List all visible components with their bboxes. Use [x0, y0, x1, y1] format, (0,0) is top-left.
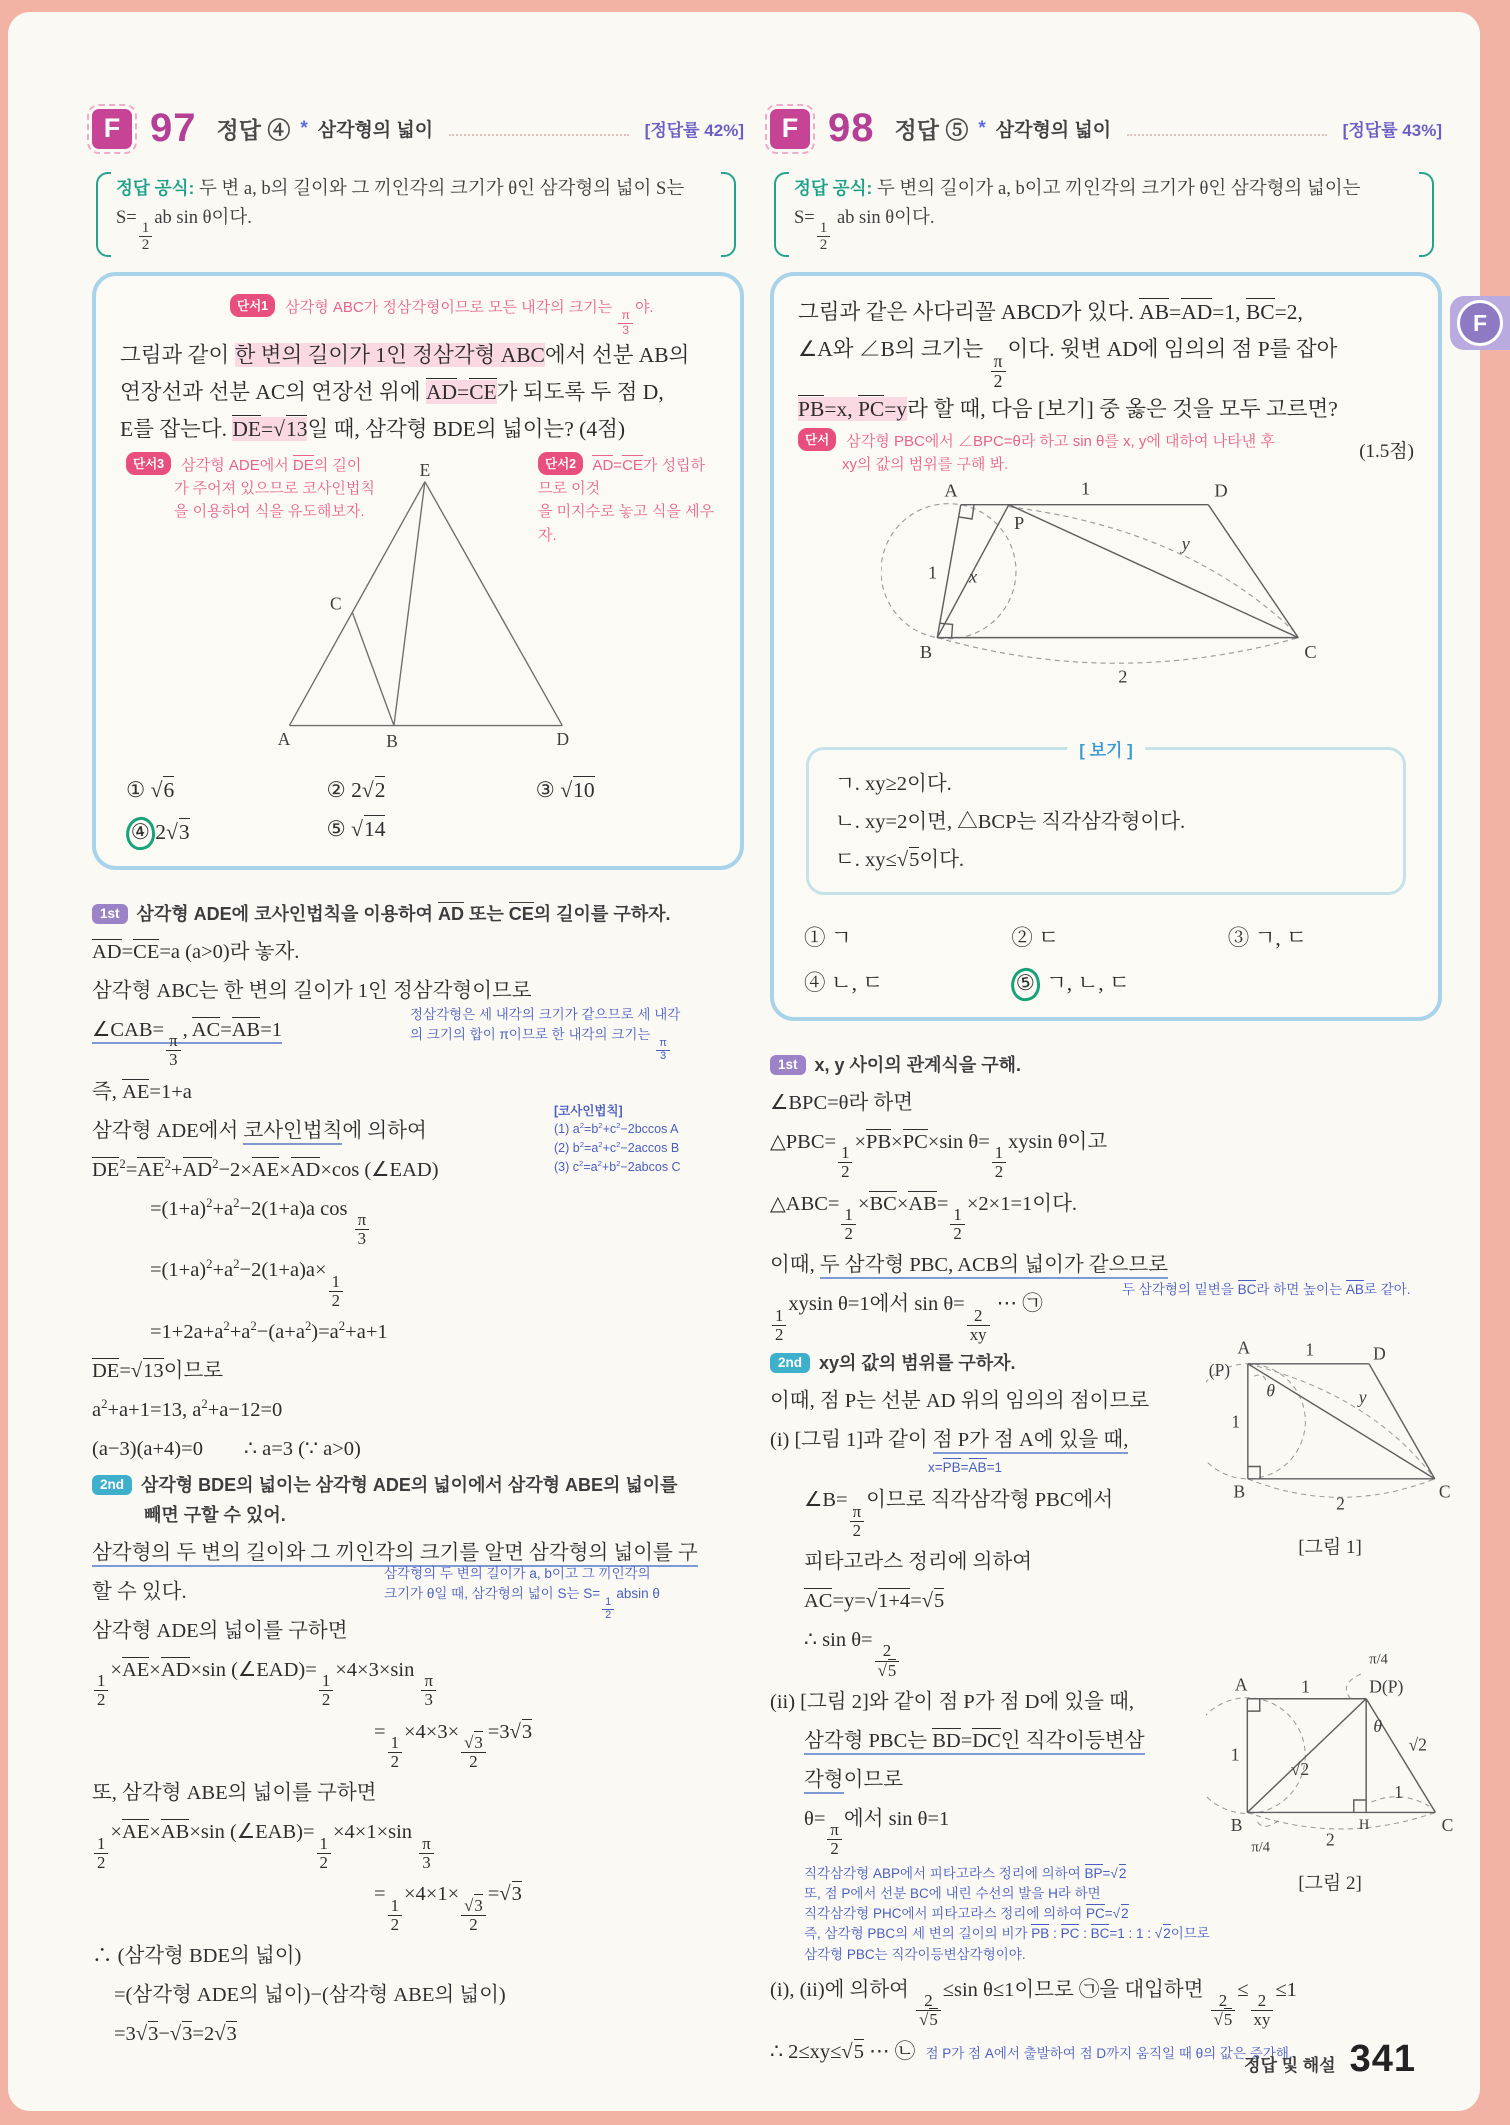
- vertex-label-D: D(P): [1369, 1676, 1404, 1697]
- f97-problem-box: [92, 272, 744, 870]
- text: 이므로: [843, 1768, 904, 1791]
- highlighted-text: PB=x, PC=y: [798, 396, 908, 421]
- angle-pi4-bottom: π/4: [1251, 1839, 1271, 1856]
- f98-solution: [770, 1051, 1454, 2069]
- text: 라 할 때, 다음 [보기] 중 옳은 것을 모두 고르면?: [907, 396, 1338, 421]
- text: 그림과 같이: [120, 342, 235, 367]
- f98-problem-line: [798, 391, 1414, 428]
- choice-1: [126, 778, 326, 803]
- vertex-label-D: D: [1214, 480, 1228, 501]
- vertex-label-B: B: [386, 730, 398, 751]
- annotation-x-equals: x=PB=AB=1: [928, 1460, 1002, 1476]
- annotation-line: 삼각형 PBC는 직각이등변삼각형이야.: [804, 1946, 1026, 1962]
- formula-label: 정답 공식:: [794, 178, 873, 198]
- f98-clue: [798, 428, 1414, 477]
- step-title: 삼각형 ADE에 코사인법칙을 이용하여 AD 또는 CE의 길이를 구하자.: [136, 903, 671, 924]
- annotation-line: 정삼각형은 세 내각의 크기가 같으므로 세 내각: [410, 1006, 681, 1022]
- solution-line: $=1+2a+a^2+a^2-(a+a^2)=a^2+a+1$: [150, 1319, 388, 1344]
- f97-clues-and-figure: [120, 450, 716, 768]
- f98-score: (1.5점): [1359, 440, 1414, 462]
- f97-topic: 삼각형의 넓이: [317, 120, 434, 141]
- formula-line2: S= $\frac{1}{2}$ ab sin θ이다.: [794, 207, 935, 254]
- solution-line: 삼각형 ADE의 넓이를 구하면: [92, 1619, 348, 1642]
- solution-line: △PBC= $\frac{1}{2}$ ×PB×PC×sin θ= $\frac{1}{2}$ xysin θ이고: [770, 1130, 1108, 1182]
- f98-problem-box: [770, 272, 1442, 1021]
- solution-line: DE=√13이므로: [92, 1360, 224, 1383]
- choice-number: ③: [535, 777, 555, 802]
- key-formula: 삼각형의 두 변의 길이와 그 끼인각의 크기를 알면 삼각형의 넓이를 구: [92, 1542, 698, 1567]
- choice-number: ①: [126, 777, 146, 802]
- solution-line: $=(1+a)^2+a^2-2(1+a)a$ cos $\frac{\pi}{3}$: [92, 1192, 744, 1249]
- f97-solution: [92, 900, 744, 2051]
- solution-step: [92, 900, 744, 930]
- choice-5: [326, 817, 535, 850]
- choice-number: ①: [804, 926, 826, 950]
- column-f98: [770, 106, 1454, 2074]
- clue3-badge: 단서3: [126, 452, 171, 475]
- f97-number: 97: [150, 106, 197, 150]
- f97-formula-box: [96, 169, 742, 260]
- key-statement: 삼각형 PBC는 BD=DC인 직각이등변삼: [804, 1730, 1145, 1755]
- clue1-badge: 단서1: [230, 294, 275, 317]
- vertex-label-B: B: [1233, 1481, 1246, 1502]
- choice-number: ②: [326, 777, 346, 802]
- annotation-cosine-law: [554, 1102, 754, 1177]
- choice-value: √10: [560, 777, 595, 802]
- solution-line: $=(1+a)^2+a^2-2(1+a)a\times$ $\frac{1}{2}$: [92, 1253, 744, 1310]
- solution-line: 또, 삼각형 ABE의 넓이를 구하면: [92, 1782, 377, 1805]
- annotation-line: 의 크기의 합이 π이므로 한 내각의 크기는 $\frac{\pi}{3}$: [410, 1027, 672, 1042]
- bogi-item: ㄱ. xy≥2이다.: [835, 773, 952, 796]
- choice-3: [536, 778, 710, 803]
- line-with-annotation: [770, 1248, 1442, 1298]
- solution-line: θ= $\frac{\pi}{2}$ 에서 sin θ=1: [804, 1807, 950, 1859]
- choice-number: ③: [1227, 926, 1250, 950]
- step-title: 삼각형 BDE의 넓이는 삼각형 ADE의 넓이에서 삼각형 ABE의 넓이를: [141, 1475, 678, 1496]
- f98-header: [770, 106, 1442, 151]
- vertex-label-C: C: [330, 593, 342, 614]
- vertex-label-C: C: [1441, 1815, 1454, 1836]
- solution-line: (ii) [그림 2]와 같이 점 P가 점 D에 있을 때,: [770, 1690, 1135, 1713]
- choice-2: [326, 778, 535, 803]
- f98-bogi-box: [806, 741, 1406, 895]
- f97-problem-line: [120, 411, 716, 448]
- annotation-line: (2) $b^2=a^2+c^2-2accos$ B: [554, 1140, 680, 1156]
- choice-number: ④: [804, 971, 826, 995]
- step-title: 빼면 구할 수 있어.: [144, 1504, 286, 1525]
- solution-line: $\frac{1}{2}$ ×AE×AD×sin (∠EAD)= $\frac{1}{2}$ ×4×3×sin $\frac{\pi}{3}$: [92, 1653, 744, 1710]
- solution-line: =3√3−√3=2√3: [114, 2022, 237, 2045]
- f97-figure: [272, 460, 572, 755]
- text: 삼각형 ADE에서 DE의 길이: [181, 456, 362, 474]
- fig1-caption: [그림 1]: [1298, 1537, 1362, 1558]
- f98-number: 98: [828, 106, 875, 150]
- len-AD: 1: [1301, 1676, 1310, 1697]
- footer-page-number: 341: [1349, 2038, 1416, 2080]
- annotation-line: 삼각형의 두 변의 길이가 a, b이고 그 끼인각의: [384, 1565, 651, 1581]
- len-HC: 1: [1394, 1781, 1403, 1802]
- vertex-label-C: C: [1304, 642, 1317, 663]
- solution-line: 피타고라스 정리에 의하여: [804, 1551, 1033, 1573]
- f98-clue-line1: [798, 428, 1414, 453]
- solution-line: = $\frac{1}{2}$ ×4×3× $\frac{√3}{2}$ =3√3: [374, 1720, 533, 1772]
- text: 일 때, 삼각형 BDE의 넓이는? (4점): [307, 416, 626, 441]
- solution-line: $DE^2=AE^2+AD^2-2\times AE\times AD\times\cos$ (∠EAD): [92, 1156, 439, 1181]
- len-BD: √2: [1290, 1759, 1310, 1780]
- len-AC: y: [1358, 1386, 1367, 1407]
- solution-line: (i), (ii)에 의하여 $\frac{2}{√5}$ ≤sin θ≤1이므로 ㉠을 대입하면 $\frac{2}{√5}$ ≤ $\frac{2}{xy}$ ≤1: [770, 1978, 1297, 2030]
- len-BC: 2: [1336, 1493, 1345, 1514]
- formula-line1: 두 변 a, b의 길이와 그 끼인각의 크기가 θ인 삼각형의 넓이 S는: [198, 179, 685, 199]
- choice-value: √14: [351, 816, 386, 841]
- f97-header: [92, 106, 744, 151]
- bogi-title: [ 보기 ]: [1067, 736, 1145, 761]
- annotation-line: 직각삼각형 ABP에서 피타고라스 정리에 의하여 BP=√2: [804, 1865, 1127, 1881]
- choice-value: ㄱ, ㄴ, ㄷ: [1045, 971, 1130, 995]
- solution-line: (a−3)(a+4)=0 ∴ a=3 (∵ a>0): [92, 1438, 361, 1461]
- solution-line: 즉, AE=1+a: [92, 1080, 192, 1103]
- step1-badge: 1st: [92, 904, 128, 924]
- text: 을 미지수로 놓고 식을 세우자.: [538, 503, 715, 544]
- annotation-equilateral: [410, 1005, 740, 1063]
- text: xy의 값의 범위를 구해 봐.: [842, 455, 1009, 473]
- page: [8, 12, 1480, 2111]
- f98-choices: [798, 921, 1414, 1001]
- solution-line: =(삼각형 ADE의 넓이)−(삼각형 ABE의 넓이): [114, 1983, 506, 2006]
- text: 에서 선분 AB의: [544, 342, 690, 367]
- choice-value: 2√2: [351, 777, 386, 802]
- solution-line: AC=y=√1+4=√5: [804, 1590, 945, 1613]
- choice-value: ㄱ: [830, 926, 852, 950]
- len-BC: 2: [1325, 1829, 1335, 1850]
- f97-answer-label: 정답 ④: [216, 117, 291, 143]
- f98-topic: 삼각형의 넓이: [995, 120, 1112, 141]
- solution-step: [92, 1471, 744, 1531]
- annotation-theta-increase: 점 P가 점 A에서 출발하여 점 D까지 움직일 때 θ의 값은 증가해.: [925, 2045, 1293, 2061]
- key-formula: ∠CAB= $\frac{\pi}{3}$ , AC=AB=1: [92, 1018, 283, 1070]
- step1-badge: 1st: [770, 1055, 806, 1075]
- f98-figure-2: [1206, 1647, 1454, 1859]
- solution-line: 삼각형 ABC는 한 변의 길이가 1인 정삼각형이므로: [92, 979, 532, 1002]
- f98-formula-box: [774, 169, 1440, 260]
- text: 연장선과 선분 AC의 연장선 위에: [120, 379, 426, 404]
- len-PB: x: [968, 566, 978, 587]
- f97-clue1: [230, 294, 716, 337]
- len-PC: y: [1181, 533, 1190, 554]
- bogi-item: ㄷ. xy≤√5이다.: [835, 849, 965, 872]
- solution-line: ∴ sin θ= $\frac{2}{√5}$: [770, 1623, 1442, 1680]
- f97-topic-star: *: [300, 117, 308, 139]
- vertex-label-P: (P): [1208, 1360, 1231, 1381]
- f97-problem-line: [120, 374, 716, 411]
- len-DC: √2: [1408, 1734, 1427, 1755]
- text: 에 의하여: [342, 1119, 427, 1142]
- highlighted-text: AD=CE: [425, 379, 497, 404]
- annotation-area-formula: [384, 1564, 744, 1622]
- key-statement: 각형: [804, 1769, 844, 1794]
- f98-figure-1: [1206, 1333, 1454, 1523]
- choice-value: 2√3: [155, 819, 190, 844]
- annotation-same-base: 두 삼각형의 밑변을 BC라 하면 높이는 AB로 같아.: [1122, 1282, 1411, 1298]
- choice-3: [1228, 921, 1408, 952]
- step2-badge: 2nd: [92, 1475, 132, 1495]
- text: AD=CE가 성립하므로 이것: [538, 456, 706, 498]
- conclusion: ∴ 2≤xy≤√5 ⋯ ㉡: [770, 2040, 916, 2063]
- solution-line: △ABC= $\frac{1}{2}$ ×BC×AB= $\frac{1}{2}$ ×2×1=1이다.: [770, 1192, 1077, 1244]
- text: 삼각형 PBC에서 ∠BPC=θ라 하고 sin θ를 x, y에 대하여 나타낸 후: [846, 432, 1275, 450]
- len-BC: 2: [1118, 666, 1128, 687]
- f98-figure-wrap: [798, 476, 1414, 701]
- step2-badge: 2nd: [770, 1353, 810, 1373]
- highlighted-text: 한 변의 길이가 1인 정삼각형 ABC: [234, 342, 545, 367]
- solution-line: $\frac{1}{2}$ ×AE×AB×sin (∠EAB)= $\frac{1}{2}$ ×4×1×sin $\frac{\pi}{3}$: [92, 1815, 744, 1872]
- solution-line: AD=CE=a (a>0)라 놓자.: [92, 940, 300, 963]
- key-statement: 점 P가 점 A에 있을 때,: [933, 1429, 1129, 1454]
- formula-label: 정답 공식:: [116, 178, 195, 198]
- vertex-label-A: A: [277, 728, 291, 749]
- clue-badge: 단서: [798, 428, 836, 451]
- vertex-label-H: H: [1358, 1816, 1370, 1833]
- annotation-line: 크기가 θ일 때, 삼각형의 넓이 S는 S= $\frac{1}{2}$ absin θ: [384, 1586, 660, 1621]
- text: 이때,: [770, 1254, 820, 1277]
- solution-line: 할 수 있다.: [92, 1580, 187, 1603]
- solution-line: ∠BPC=θ라 하면: [770, 1091, 914, 1114]
- len-AD: 1: [1305, 1339, 1315, 1360]
- choice-value: ㄴ, ㄷ: [830, 971, 884, 995]
- key-statement: 두 삼각형 PBC, ACB의 넓이가 같으므로: [820, 1254, 1168, 1279]
- f98-rate: [정답률 43%]: [1342, 121, 1442, 140]
- annotation-line: (3) $c^2=a^2+b^2-2abcos$ C: [554, 1159, 681, 1175]
- angle-theta: θ: [1266, 1380, 1275, 1401]
- step-title: x, y 사이의 관계식을 구해.: [814, 1055, 1022, 1075]
- highlighted-text: DE=√13: [232, 416, 308, 441]
- choice-number: ⑤: [326, 816, 346, 841]
- footer-label: 정답 및 해설: [1244, 2056, 1336, 2075]
- vertex-label-B: B: [919, 642, 933, 663]
- angle-theta: θ: [1373, 1715, 1383, 1736]
- f98-problem-line: 그림과 같은 사다리꼴 ABCD가 있다. AB=AD=1, BC=2,: [798, 299, 1303, 324]
- vertex-label-A: A: [1234, 1674, 1248, 1695]
- column-f97: [92, 106, 744, 2056]
- dotted-leader: [449, 122, 629, 136]
- f98-fig1-wrap: [1204, 1333, 1456, 1559]
- text: 가 되도록 두 점 D,: [496, 379, 664, 404]
- text: (i) [그림 1]과 같이: [770, 1429, 933, 1451]
- len-AB: 1: [1230, 1744, 1240, 1765]
- answer-ring: [124, 815, 158, 852]
- section-side-tab: [1450, 296, 1510, 350]
- formula-line2: S= $\frac{1}{2}$ ab sin θ이다.: [116, 207, 252, 254]
- choice-4: [804, 966, 1011, 1001]
- choice-5-answer: [1011, 966, 1227, 1001]
- len-AB: 1: [928, 562, 938, 583]
- vertex-label-A: A: [1237, 1337, 1251, 1358]
- vertex-label-B: B: [1230, 1815, 1243, 1836]
- solution-line: 이때, 점 P는 선분 AD 위의 임의의 점이므로: [770, 1389, 1150, 1412]
- choice-value: √6: [150, 777, 175, 802]
- vertex-label-P: P: [1013, 513, 1025, 534]
- choice-value: ㄷ: [1038, 926, 1059, 950]
- annotation-line: (1) $a^2=b^2+c^2-2bccos$ A: [554, 1121, 679, 1137]
- f97-section-badge: F: [92, 109, 132, 149]
- angle-pi4-top: π/4: [1369, 1651, 1388, 1668]
- f98-problem-line: ∠A와 ∠B의 크기는 $\frac{\pi}{2}$ 이다. 윗변 AD에 임의의 점 P를 잡아: [798, 336, 1338, 391]
- f98-clue-line2: [842, 453, 1414, 476]
- choice-number: ⑤: [1014, 969, 1037, 997]
- f98-topic-star: *: [978, 117, 986, 139]
- page-footer: [1244, 2038, 1416, 2081]
- solution-line: ∠B= $\frac{\pi}{2}$ 이므로 직각삼각형 PBC에서: [804, 1489, 1114, 1540]
- choice-number: ④: [129, 818, 152, 846]
- solution-line: $\frac{1}{2}$ xysin θ=1에서 sin θ= $\frac{2}{xy}$ ⋯ ㉠: [770, 1287, 1442, 1344]
- choice-value: ㄱ, ㄷ: [1254, 926, 1307, 950]
- text: 삼각형 ADE에서: [92, 1119, 244, 1142]
- f98-answer-label: 정답 ⑤: [894, 117, 969, 143]
- f97-problem-line: [120, 337, 716, 374]
- line-with-annotation: [92, 1006, 744, 1070]
- solution-line: $a^2+a+1=13$, $a^2+a-12=0$: [92, 1397, 283, 1422]
- key-term: 코사인법칙: [243, 1120, 342, 1145]
- text: 가 주어져 있으므로 코사인법칙: [174, 480, 375, 498]
- text: 을 이용하여 식을 유도해보자.: [174, 503, 365, 521]
- text: E를 잡는다.: [120, 416, 233, 441]
- f97-rate: [정답률 42%]: [644, 121, 744, 140]
- vertex-label-C: C: [1438, 1481, 1451, 1502]
- section-tab-letter: F: [1457, 300, 1503, 346]
- clue2-badge: 단서2: [538, 452, 583, 475]
- answer-ring: [1009, 966, 1043, 1003]
- f98-section-badge: F: [770, 109, 810, 149]
- solution-step: [770, 1051, 1442, 1081]
- choice-2: [1011, 921, 1227, 952]
- f97-choices: [120, 778, 716, 850]
- line-with-annotation: [92, 1536, 744, 1621]
- annotation-line: 또, 점 P에서 선분 BC에 내린 수선의 발을 H라 하면: [804, 1885, 1101, 1901]
- vertex-label-D: D: [1373, 1343, 1386, 1364]
- vertex-label-A: A: [944, 480, 958, 501]
- annotation-line: 즉, 삼각형 PBC의 세 변의 길이의 비가 PB : PC : BC=1 : 1 : √2이므로: [804, 1926, 1210, 1942]
- len-AB: 1: [1231, 1411, 1241, 1432]
- solution-line: ∴ (삼각형 BDE의 넓이): [92, 1944, 302, 1967]
- solution-line: = $\frac{1}{2}$ ×4×1× $\frac{√3}{2}$ =√3: [374, 1883, 522, 1934]
- solution-line: [770, 1248, 1442, 1282]
- f98-figure: [881, 476, 1331, 696]
- choice-4-answer: [126, 817, 326, 850]
- fig2-caption: [그림 2]: [1298, 1873, 1362, 1894]
- formula-line1: 두 변의 길이가 a, b이고 끼인각의 크기가 θ인 삼각형의 넓이는: [876, 179, 1361, 199]
- annotation-title: [코사인법칙]: [554, 1103, 623, 1118]
- bogi-item: ㄴ. xy=2이면, △BCP는 직각삼각형이다.: [835, 811, 1186, 834]
- f98-fig2-wrap: [1204, 1647, 1456, 1895]
- len-AD: 1: [1080, 478, 1091, 499]
- choice-number: ②: [1011, 926, 1033, 950]
- clue1-text: 삼각형 ABC가 정삼각형이므로 모든 내각의 크기는 $\frac{\pi}{3}$ 야.: [285, 298, 654, 337]
- step-title: xy의 값의 범위를 구하자.: [819, 1353, 1016, 1374]
- vertex-label-E: E: [419, 459, 431, 480]
- vertex-label-D: D: [556, 728, 570, 749]
- choice-1: [804, 921, 1011, 952]
- annotation-line: 직각삼각형 PHC에서 피타고라스 정리에 의하여 PC=√2: [804, 1906, 1129, 1922]
- dotted-leader: [1127, 122, 1327, 136]
